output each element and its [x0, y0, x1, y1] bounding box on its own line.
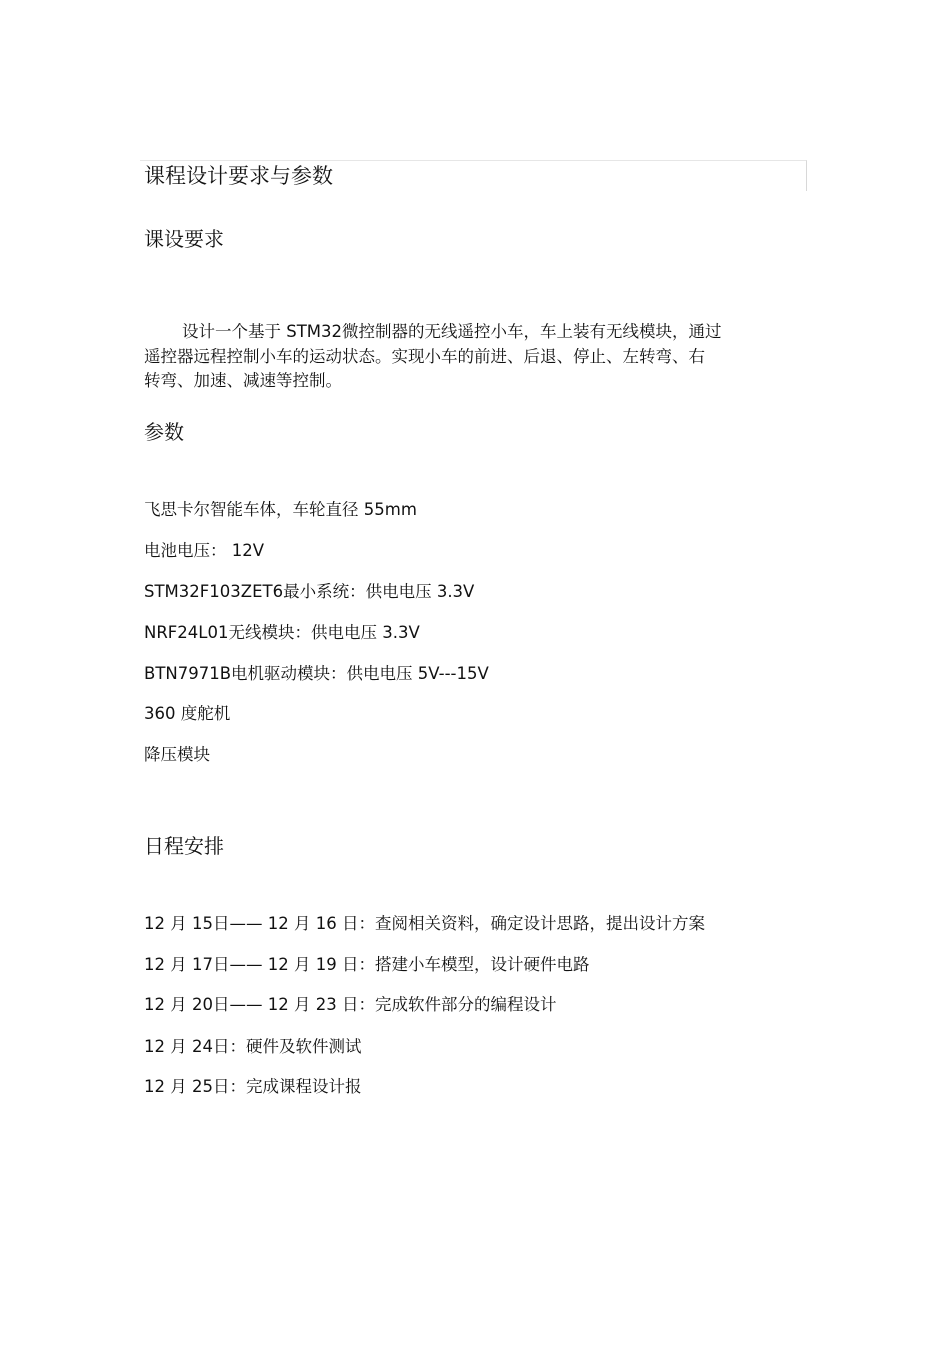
schedule-item: 12 月 20日—— 12 月 23 日：完成软件部分的编程设计: [144, 995, 557, 1014]
schedule-item: 12 月 25日：完成课程设计报: [144, 1077, 362, 1096]
schedule-heading: 日程安排: [144, 834, 224, 858]
schedule-item: 12 月 24日：硬件及软件测试: [144, 1037, 362, 1056]
param-item: 电池电压： 12V: [144, 541, 265, 560]
param-item: 360 度舵机: [144, 704, 231, 723]
param-item: 降压模块: [144, 745, 210, 764]
schedule-item: 12 月 17日—— 12 月 19 日：搭建小车模型，设计硬件电路: [144, 955, 590, 974]
requirements-paragraph: [144, 320, 784, 394]
document-title: 课程设计要求与参数: [144, 164, 333, 188]
requirements-heading: 课设要求: [144, 227, 224, 251]
param-item: 飞思卡尔智能车体，车轮直径 55mm: [144, 500, 417, 519]
params-heading: 参数: [144, 420, 184, 444]
requirements-line: 设计一个基于 STM32微控制器的无线遥控小车，车上装有无线模块，通过: [182, 322, 722, 341]
param-item: STM32F103ZET6最小系统：供电电压 3.3V: [144, 582, 475, 601]
param-item: NRF24L01无线模块：供电电压 3.3V: [144, 623, 420, 642]
requirements-line: 转弯、加速、减速等控制。: [144, 371, 342, 390]
param-item: BTN7971B电机驱动模块：供电电压 5V---15V: [144, 664, 489, 683]
schedule-item: 12 月 15日—— 12 月 16 日：查阅相关资料，确定设计思路，提出设计方案: [144, 914, 705, 933]
requirements-line: 遥控器远程控制小车的运动状态。实现小车的前进、后退、停止、左转弯、右: [144, 346, 705, 366]
